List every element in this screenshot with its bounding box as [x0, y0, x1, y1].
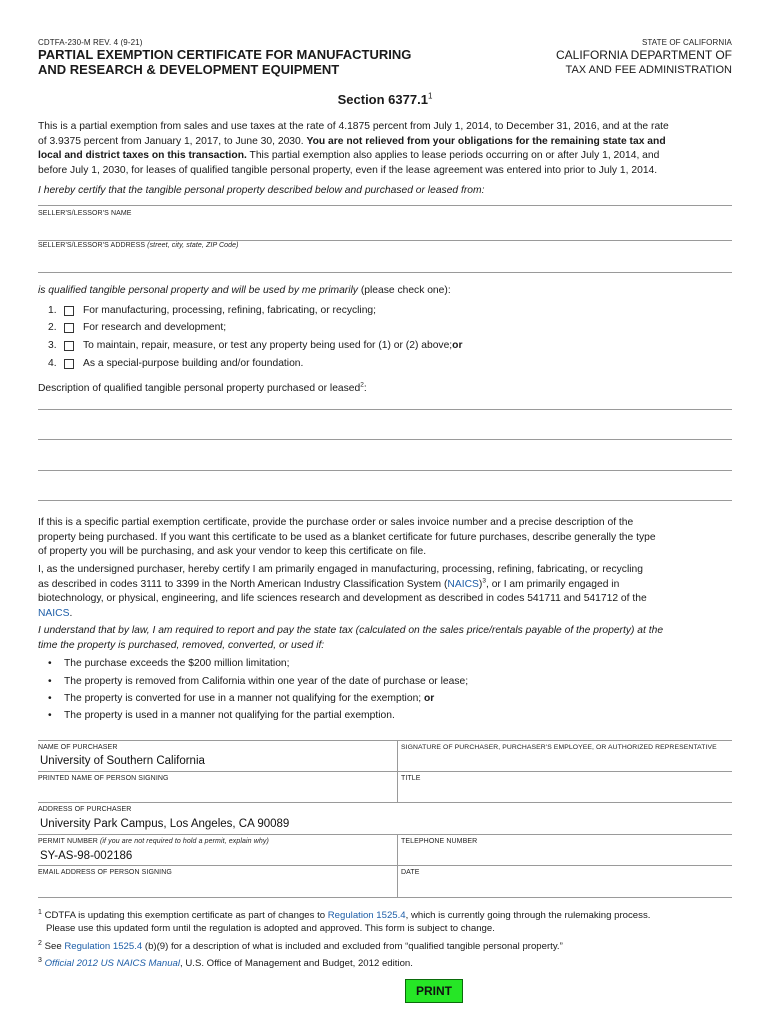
checkbox-manufacturing[interactable]: [64, 306, 74, 316]
printed-name-label: PRINTED NAME OF PERSON SIGNING: [38, 775, 169, 782]
option-building: 4. As a special-purpose building and/or foundation.: [48, 358, 304, 369]
purchaser-certify-paragraph: I, as the undersigned purchaser, hereby certify I am primarily engaged in manufacturing, processing, refining, fabricating, or recycling as described in codes 3111 to 3399 in the North American Industry Classification System (NAICS)$^3$, or I am primarily engaged in biotechnology, or physical, engineering, and life sciences research and development as described in codes 541711 and 541712 of the NAICS.: [38, 564, 647, 619]
qualified-intro: is qualified tangible personal property and will be used by me primarily (please check one):: [38, 285, 451, 296]
specific-certificate-paragraph: If this is a specific partial exemption certificate, provide the purchase order or sales invoice number and a precise description of the property being purchased. If you want this certificate to be used as a blanket certificate for future purchases, describe generally the type of property you will be purchasing, and ask your vendor to keep this certificate on file.: [38, 517, 656, 558]
permit-number-label: PERMIT NUMBER (if you are not required to hold a permit, explain why): [38, 838, 269, 845]
description-label: Description of qualified tangible personal property purchased or leased$^2$:: [38, 381, 367, 394]
checkbox-maintain[interactable]: [64, 341, 74, 351]
agency-line1: CALIFORNIA DEPARTMENT OF: [555, 48, 732, 62]
condition-item: • The property is converted for use in a manner not qualifying for the exemption; or: [48, 693, 435, 704]
printed-name-field[interactable]: [38, 783, 394, 801]
seller-name-field[interactable]: [38, 218, 732, 240]
permit-number-field[interactable]: SY-AS-98-002186: [40, 850, 133, 862]
signature-label: SIGNATURE OF PURCHASER, PURCHASER'S EMPLOYEE, OR AUTHORIZED REPRESENTATIVE: [401, 744, 717, 751]
option-maintain: 3. To maintain, repair, measure, or test any property being used for (1) or (2) above; or: [48, 340, 463, 351]
footnote-1: $^1$ CDTFA is updating this exemption certificate as part of changes to Regulation 1525.4, which is currently going through the rulemaking process. Please use this updated form until the regulation is adopted and approved. This form is subject to change.: [38, 908, 651, 934]
condition-item: • The property is removed from California within one year of the date of purchase or lease;: [48, 676, 469, 687]
form-code: CDTFA-230-M REV. 4 (9-21): [38, 38, 143, 47]
naics-link[interactable]: NAICS: [447, 578, 479, 590]
purchaser-name-field[interactable]: University of Southern California: [40, 755, 205, 767]
seller-address-field[interactable]: [38, 250, 732, 272]
purchaser-name-label: NAME OF PURCHASER: [38, 744, 118, 751]
agency-name: [556, 48, 732, 78]
form-title: [38, 47, 411, 77]
telephone-field[interactable]: [401, 846, 732, 864]
title-label: TITLE: [401, 775, 421, 782]
date-field[interactable]: [401, 877, 732, 897]
email-field[interactable]: [38, 877, 394, 897]
print-button[interactable]: PRINT: [405, 979, 463, 1003]
agency-line2: TAX AND FEE ADMINISTRATION: [565, 64, 732, 76]
footnote-2: $^2$ See Regulation 1525.4 (b)(9) for a description of what is included and excluded from “qualified tangible personal property.”: [38, 939, 563, 952]
purchaser-address-label: ADDRESS OF PURCHASER: [38, 806, 132, 813]
form-title-line1: PARTIAL EXEMPTION CERTIFICATE FOR MANUFACTURING: [38, 47, 412, 62]
intro-paragraph: This is a partial exemption from sales and use taxes at the rate of 4.1875 percent from July 1, 2014, to December 31, 2016, and at the rate of 3.9375 percent from January 1, 2017, to June 30, 2030. You are not relieved from your obligations for the remaining state tax and local and district taxes on this transaction. This partial exemption also applies to lease periods occurring on or after July 1, 2014, and before July 1, 2030, for leases of qualified tangible personal property, even if the lease agreement was entered into prior to July 1, 2014.: [38, 121, 669, 176]
naics-link-2[interactable]: NAICS: [38, 607, 70, 619]
certify-statement: I hereby certify that the tangible personal property described below and purchased or leased from:: [38, 185, 485, 196]
naics-manual-link[interactable]: Official 2012 US NAICS Manual: [44, 958, 181, 969]
state-label: STATE OF CALIFORNIA: [641, 38, 732, 47]
telephone-label: TELEPHONE NUMBER: [401, 838, 478, 845]
signature-field[interactable]: [401, 752, 732, 772]
seller-address-label: SELLER'S/LESSOR'S ADDRESS (street, city, state, ZIP Code): [38, 242, 239, 249]
title-field[interactable]: [401, 783, 732, 801]
checkbox-research[interactable]: [64, 323, 74, 333]
option-research: 2. For research and development;: [48, 322, 227, 333]
regulation-link[interactable]: Regulation 1525.4: [64, 941, 143, 952]
date-label: DATE: [401, 869, 420, 876]
purchaser-address-field[interactable]: University Park Campus, Los Angeles, CA 90089: [40, 818, 290, 830]
understand-paragraph: I understand that by law, I am required to report and pay the state tax (calculated on the sales price/rentals payable of the property) at the time the property is purchased, removed, converted, or used if:: [38, 625, 664, 651]
footnote-3: $^3$ Official 2012 US NAICS Manual, U.S. Office of Management and Budget, 2012 edition.: [38, 956, 413, 969]
condition-item: • The purchase exceeds the $200 million limitation;: [48, 658, 290, 669]
condition-item: • The property is used in a manner not qualifying for the partial exemption.: [48, 710, 395, 721]
seller-name-label: SELLER'S/LESSOR'S NAME: [38, 210, 132, 217]
option-manufacturing: 1. For manufacturing, processing, refining, fabricating, or recycling;: [48, 305, 377, 316]
checkbox-building[interactable]: [64, 359, 74, 369]
form-title-line2: AND RESEARCH & DEVELOPMENT EQUIPMENT: [38, 62, 340, 77]
section-title: Section 6377.1$^1$: [337, 91, 433, 107]
email-label: EMAIL ADDRESS OF PERSON SIGNING: [38, 869, 172, 876]
description-field[interactable]: [38, 394, 732, 504]
regulation-link[interactable]: Regulation 1525.4: [327, 910, 406, 921]
